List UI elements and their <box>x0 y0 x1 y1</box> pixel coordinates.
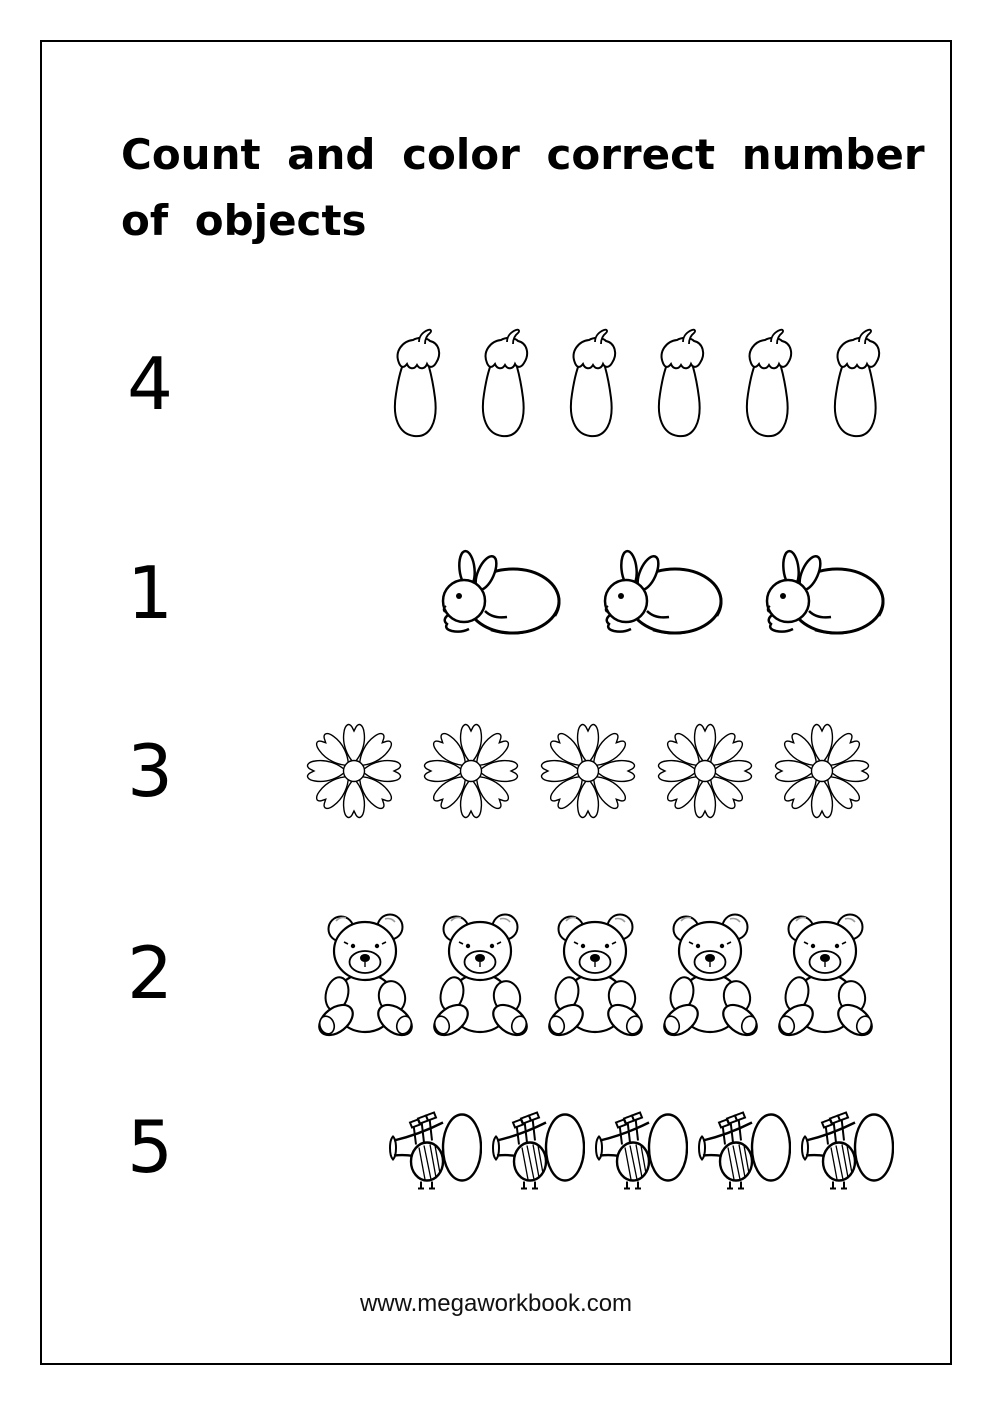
page-title: Count and color correct number of objects <box>121 130 925 245</box>
eggplant-icon[interactable] <box>735 328 801 440</box>
website-link: www.megaworkbook.com <box>359 1290 633 1317</box>
eggplant-icon[interactable] <box>647 328 713 440</box>
row-icons <box>433 548 890 638</box>
eggplant-icon[interactable] <box>823 328 889 440</box>
row-icons <box>385 1099 894 1196</box>
teddy-bear-icon[interactable] <box>773 908 878 1038</box>
trumpet-icon[interactable] <box>694 1099 791 1196</box>
target-number: 5 <box>127 1105 173 1189</box>
eggplant-icon[interactable] <box>383 328 449 440</box>
eggplant-icon[interactable] <box>471 328 537 440</box>
flower-icon[interactable] <box>419 719 523 823</box>
target-number: 1 <box>127 551 173 635</box>
row-icons <box>302 719 874 823</box>
rabbit-icon[interactable] <box>433 548 566 638</box>
trumpet-icon[interactable] <box>797 1099 894 1196</box>
row-icons <box>313 908 878 1038</box>
flower-icon[interactable] <box>302 719 406 823</box>
teddy-bear-icon[interactable] <box>313 908 418 1038</box>
flower-icon[interactable] <box>770 719 874 823</box>
teddy-bear-icon[interactable] <box>428 908 533 1038</box>
row-icons <box>383 328 889 440</box>
teddy-bear-icon[interactable] <box>543 908 648 1038</box>
trumpet-icon[interactable] <box>488 1099 585 1196</box>
rabbit-icon[interactable] <box>595 548 728 638</box>
target-number: 3 <box>127 729 173 813</box>
trumpet-icon[interactable] <box>385 1099 482 1196</box>
flower-icon[interactable] <box>536 719 640 823</box>
teddy-bear-icon[interactable] <box>658 908 763 1038</box>
target-number: 2 <box>127 931 173 1015</box>
eggplant-icon[interactable] <box>559 328 625 440</box>
target-number: 4 <box>127 342 173 426</box>
rabbit-icon[interactable] <box>757 548 890 638</box>
flower-icon[interactable] <box>653 719 757 823</box>
trumpet-icon[interactable] <box>591 1099 688 1196</box>
